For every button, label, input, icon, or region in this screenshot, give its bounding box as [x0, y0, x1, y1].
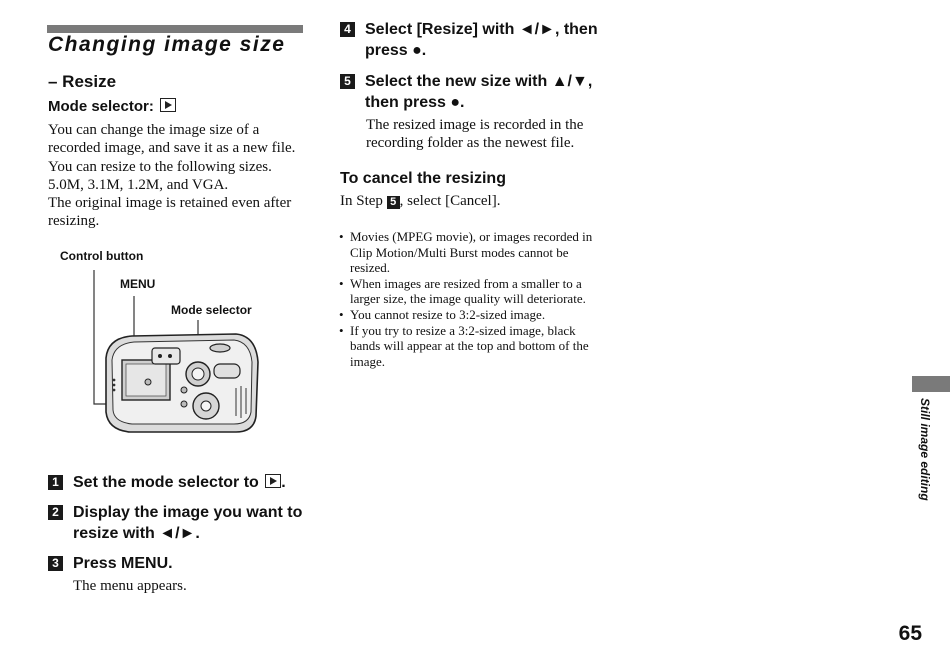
step-text: then press ●.: [365, 94, 465, 111]
note-line: image.: [350, 353, 386, 369]
step-number: 2: [48, 505, 63, 520]
step-1: [48, 472, 286, 493]
step-number: 5: [340, 74, 355, 89]
step-3-detail: The menu appears.: [73, 578, 187, 594]
step-text: Press MENU.: [73, 555, 173, 572]
cancel-heading: To cancel the resizing: [340, 170, 506, 187]
note-line: resized.: [350, 260, 391, 276]
mode-selector-label: Mode selector:: [48, 98, 154, 115]
note-item: [339, 276, 601, 307]
page-title: Changing image size: [48, 33, 286, 56]
step-number: 4: [340, 22, 355, 37]
note-item: [339, 307, 601, 323]
note-line: bands will appear at the top and bottom of the: [350, 338, 589, 354]
notes-list: [339, 229, 601, 369]
intro-line: resizing.: [48, 213, 100, 230]
note-line: Clip Motion/Multi Burst modes cannot be: [350, 244, 569, 260]
control-button-label: Control button: [60, 249, 144, 263]
step-text: Set the mode selector to: [73, 474, 259, 491]
subtitle: – Resize: [48, 72, 117, 91]
intro-line: You can change the image size of a: [48, 122, 260, 138]
step-4: [340, 19, 598, 61]
step-text: Select the new size with ▲/▼,: [365, 73, 593, 90]
note-item: [339, 229, 601, 276]
step-3: [48, 553, 173, 574]
mode-selector-figure-label: Mode selector: [171, 303, 252, 317]
step-5-detail: [366, 116, 583, 153]
intro-line: The original image is retained even after: [48, 195, 292, 212]
step-text: press ●.: [365, 42, 427, 59]
note-line: • When images are resized from a smaller to a: [350, 275, 582, 291]
section-tab-text: Still image editing: [918, 398, 932, 501]
step-5-ref: 5: [387, 196, 400, 209]
detail-line: The resized image is recorded in the: [366, 117, 584, 133]
cancel-post: , select [Cancel].: [399, 193, 501, 209]
intro-line: recorded image, and save it as a new file.: [48, 140, 296, 157]
step-text: Display the image you want to: [73, 504, 303, 521]
camera-body: [106, 334, 258, 432]
camera-illustration: [86, 262, 266, 434]
step-suffix: .: [281, 474, 286, 491]
page-number: 65: [898, 622, 922, 645]
title-bar: [47, 25, 303, 33]
step-5: [340, 71, 592, 113]
note-line: • If you try to resize a 3:2-sized image, black: [350, 322, 576, 338]
cancel-text: [340, 192, 500, 210]
note-line: larger size, the image quality will deteriorate.: [350, 291, 586, 307]
step-number: 1: [48, 475, 63, 490]
playback-icon: [265, 474, 281, 488]
step-number: 3: [48, 556, 63, 571]
note-line: • You cannot resize to 3:2-sized image.: [350, 306, 546, 322]
intro-text: [48, 121, 308, 231]
step-text: Select [Resize] with ◄/►, then: [365, 21, 598, 38]
playback-icon: [160, 98, 176, 112]
note-item: [339, 323, 601, 370]
menu-label: MENU: [120, 277, 156, 291]
mode-selector-heading: [48, 98, 176, 115]
detail-line: recording folder as the newest file.: [366, 135, 575, 152]
step-text: resize with ◄/►.: [73, 525, 200, 542]
cancel-pre: In Step: [340, 193, 383, 209]
note-line: • Movies (MPEG movie), or images recorded in: [350, 229, 593, 244]
section-tab: [912, 376, 950, 392]
step-2: [48, 502, 302, 544]
intro-line: You can resize to the following sizes.: [48, 158, 272, 175]
section-tab-label: [918, 398, 932, 508]
intro-line: 5.0M, 3.1M, 1.2M, and VGA.: [48, 176, 229, 193]
